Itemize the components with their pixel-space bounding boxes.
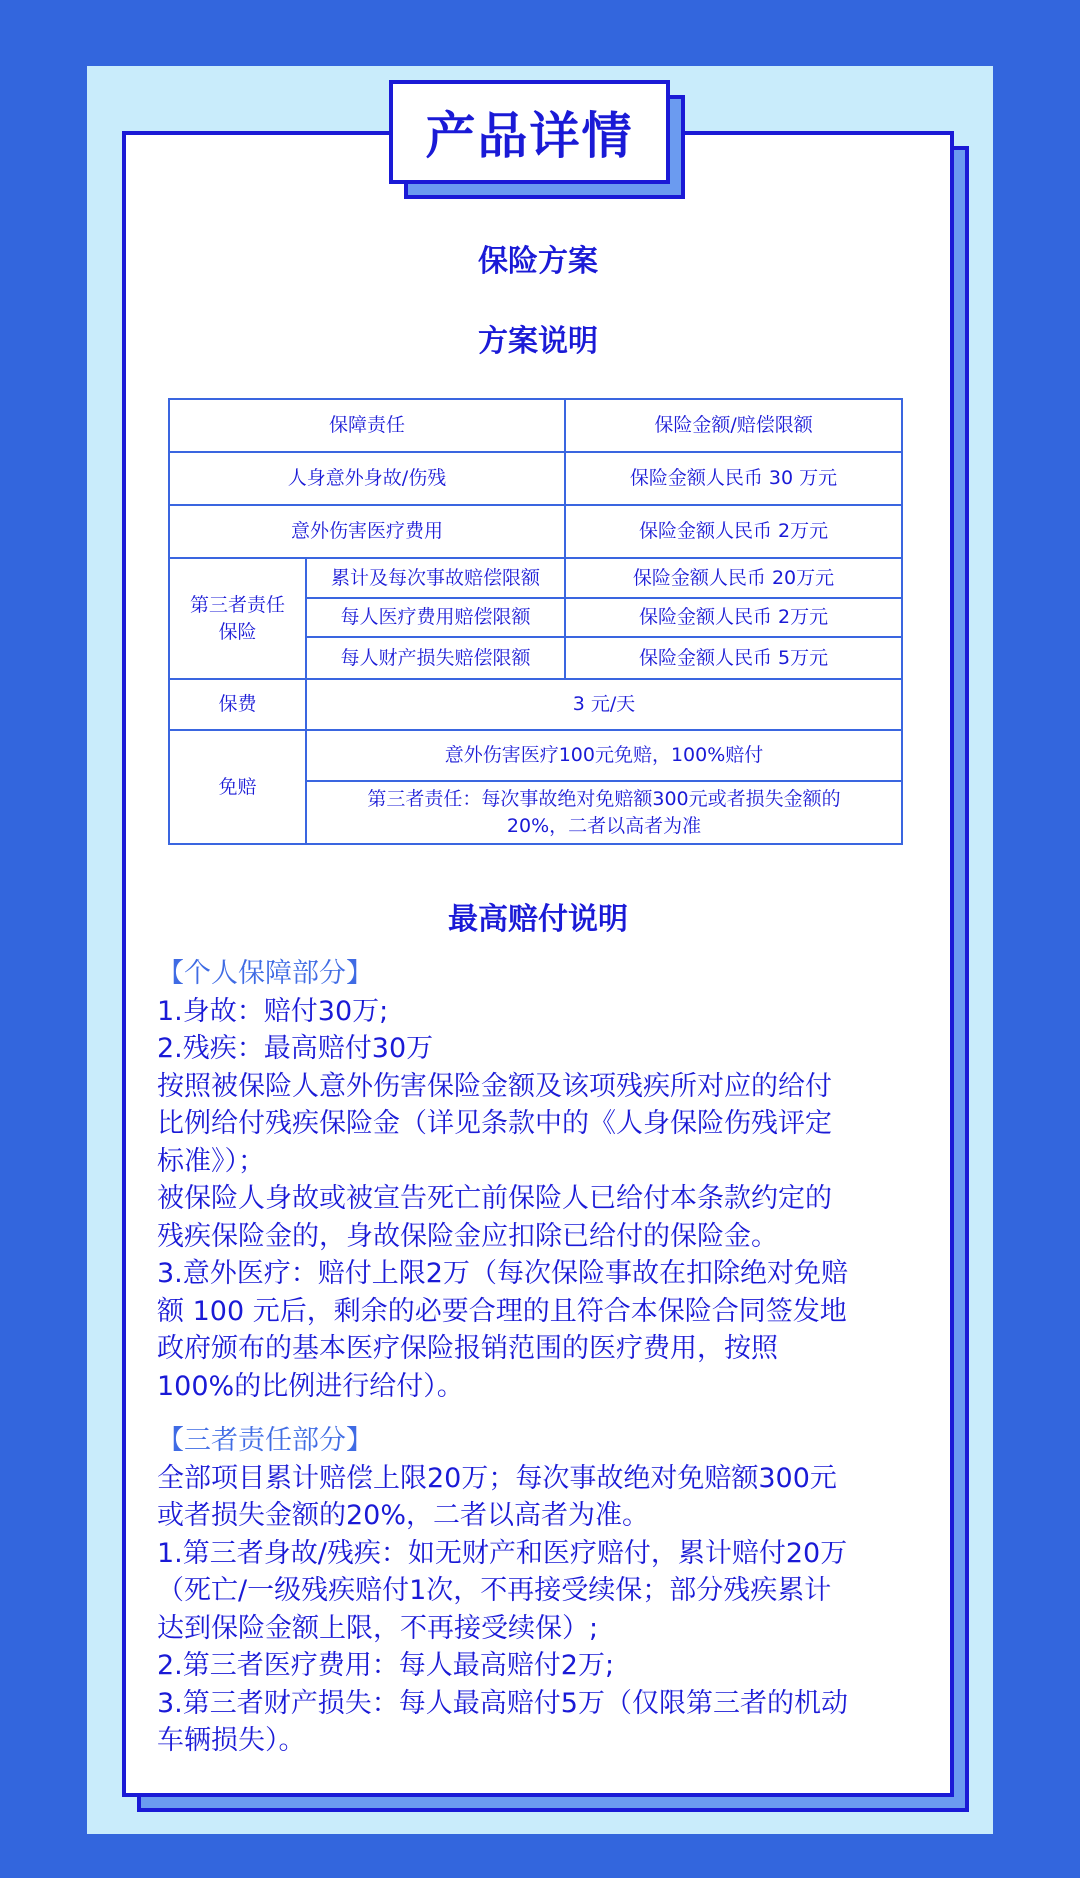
death-disability-label: 人身意外身故/伤残 (169, 452, 565, 505)
third-party-line: 2.第三者医疗费用：每人最高赔付2万; (157, 1650, 615, 1681)
third-party-line: 3.第三者财产损失：每人最高赔付5万（仅限第三者的机动 (157, 1687, 848, 1719)
personal-line: 政府颁布的基本医疗保险报销范围的医疗费用，按照 (157, 1333, 778, 1364)
plan-subtitle: 方案说明 (478, 324, 598, 359)
page-title: 产品详情 (389, 80, 670, 184)
third-party-label (169, 558, 306, 679)
third-party-line: 车辆损失）。 (157, 1725, 306, 1756)
third-party-section (157, 1422, 927, 1760)
personal-line: 比例给付残疾保险金（详见条款中的《人身保险伤残评定 (157, 1108, 832, 1139)
third-party-sub-label: 每人财产损失赔偿限额 (306, 637, 565, 679)
personal-line: 额 100 元后，剩余的必要合理的且符合本保险合同签发地 (157, 1295, 847, 1327)
col2-header: 保险金额/赔偿限额 (565, 399, 902, 452)
third-party-line: 全部项目累计赔偿上限20万；每次事故绝对免赔额300元 (157, 1462, 837, 1494)
third-party-sub-value: 保险金额人民币 20万元 (565, 558, 902, 598)
third-party-line: （死亡/一级残疾赔付1次，不再接受续保；部分残疾累计 (157, 1575, 832, 1606)
death-disability-value: 保险金额人民币 30 万元 (565, 452, 902, 505)
medical-value: 保险金额人民币 2万元 (565, 505, 902, 558)
personal-section (157, 955, 927, 1405)
table-row (169, 558, 902, 598)
deductible-row1: 意外伤害医疗100元免赔，100%赔付 (306, 730, 902, 781)
plan-table (168, 398, 903, 845)
col1-header: 保障责任 (169, 399, 565, 452)
table-row (169, 505, 902, 558)
max-payout-title: 最高赔付说明 (448, 902, 628, 937)
table-row (169, 730, 902, 781)
deductible-label: 免赔 (169, 730, 306, 844)
third-party-line: 或者损失金额的20%，二者以高者为准。 (157, 1500, 650, 1531)
plan-title: 保险方案 (478, 244, 598, 279)
premium-value: 3 元/天 (306, 679, 902, 730)
personal-line: 1.身故：赔付30万; (157, 995, 389, 1027)
third-party-sub-value: 保险金额人民币 2万元 (565, 598, 902, 637)
third-party-heading: 【三者责任部分】 (157, 1425, 373, 1456)
table-row (169, 452, 902, 505)
personal-line: 2.残疾：最高赔付30万 (157, 1033, 434, 1064)
personal-line: 按照被保险人意外伤害保险金额及该项残疾所对应的给付 (157, 1070, 832, 1102)
personal-line: 3.意外医疗：赔付上限2万（每次保险事故在扣除绝对免赔 (157, 1258, 848, 1289)
third-party-label-line1: 第三者责任 (189, 593, 285, 616)
personal-heading: 【个人保障部分】 (157, 958, 373, 989)
premium-label: 保费 (169, 679, 306, 730)
third-party-sub-label: 累计及每次事故赔偿限额 (306, 558, 565, 598)
deductible-row2 (306, 781, 902, 844)
third-party-sub-label: 每人医疗费用赔偿限额 (306, 598, 565, 637)
third-party-sub-value: 保险金额人民币 5万元 (565, 637, 902, 679)
table-header-row (169, 399, 902, 452)
personal-line: 残疾保险金的，身故保险金应扣除已给付的保险金。 (157, 1220, 778, 1252)
personal-line: 标准》）； (157, 1145, 265, 1177)
table-row (169, 679, 902, 730)
third-party-line: 达到保险金额上限，不再接受续保）; (157, 1612, 599, 1644)
deductible-row2-line2: 20%，二者以高者为准 (506, 814, 702, 837)
third-party-line: 1.第三者身故/残疾：如无财产和医疗赔付，累计赔付20万 (157, 1537, 848, 1569)
deductible-row2-line1: 第三者责任：每次事故绝对免赔额300元或者损失金额的 (367, 787, 841, 810)
medical-label: 意外伤害医疗费用 (169, 505, 565, 558)
personal-line: 被保险人身故或被宣告死亡前保险人已给付本条款约定的 (157, 1183, 832, 1214)
third-party-label-line2: 保险 (218, 620, 257, 643)
personal-line: 100%的比例进行给付）。 (157, 1370, 464, 1402)
